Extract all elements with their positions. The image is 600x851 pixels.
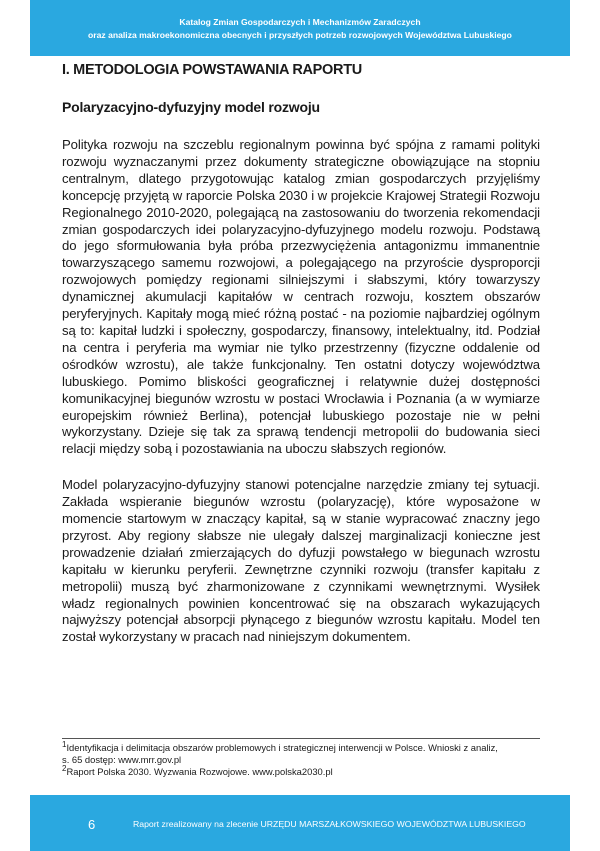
header-line-2: oraz analiza makroekonomiczna obecnych i przyszłych potrzeb rozwojowych Województwa Lubuskiego: [88, 30, 512, 40]
footnote-1-line-2: s. 65 dostęp: www.mrr.gov.pl: [62, 754, 182, 766]
footnote-divider: [62, 738, 540, 739]
header-line-1: Katalog Zmian Gospodarczych i Mechanizmów Zaradczych: [179, 17, 421, 27]
paragraph-1: Polityka rozwoju na szczeblu regionalnym powinna być spójna z ramami polityki rozwoju wyznaczanymi przez dokumenty strategiczne obowiązujące na stopniu centralnym, dlatego przygotowując katalog zmian gospodarczych przyjęliśmy koncepcję przyjętą w raporcie Polska 2030 i w projekcie Krajowej Strategii Rozwoju Regionalnego 2010-2020, polegającą na zastosowaniu do tworzenia rekomendacji zmian gospodarczych idei polaryzacyjno-dyfuzyjnego modelu rozwoju. Podstawą do jego sformułowania była próba przezwyciężenia antagonizmu immanentnie towarzyszącego samemu rozwojowi, a polegającego na przyroście dysproporcji rozwojowych pomiędzy regionami silniejszymi i słabszymi, który towarzyszy dynamicznej akumulacji kapitałów w centrach rozwoju, kosztem obszarów peryferyjnych. Kapitały mogą mieć różną postać - na poziomie najbardziej ogólnym są to: kapitał ludzki i społeczny, gospodarczy, finansowy, intelektualny, itd. Podział na centra i peryferia ma wymiar nie tylko przestrzenny (fizyczne oddalenie od ośrodków wzrostu), ale także funkcjonalny. Ten ostatni dotyczy województwa lubuskiego. Pomimo bliskości geograficznej i relatywnie dużej dostępności komunikacyjnej biegunów wzrostu w postaci Wrocławia i Poznania (a w wymiarze europejskim również Berlina), potencjał lubuskiego pozostaje nie w pełni wykorzystany. Dzieje się tak za sprawą tendencji metropolii do budowania sieci relacji między sobą i pozostawiania na uboczu słabszych regionów.: [62, 137, 540, 457]
footnote-1-marker: 1: [62, 739, 67, 749]
footnote-2-marker: 2: [62, 764, 67, 774]
page-header: [30, 0, 570, 56]
footnotes: [62, 739, 540, 779]
footnote-1-text: Identyfikacja i delimitacja obszarów problemowych i strategicznej interwencji w Polsce. Wnioski z analiz,: [66, 742, 498, 753]
page-number: 6: [88, 817, 96, 832]
section-subtitle: Polaryzacyjno-dyfuzyjny model rozwoju: [62, 99, 320, 115]
page-footer: [30, 795, 570, 851]
section-title: I. METODOLOGIA POWSTAWANIA RAPORTU: [62, 62, 362, 78]
footnote-2-text: Raport Polska 2030. Wyzwania Rozwojowe. www.polska2030.pl: [66, 766, 333, 778]
footnote-2: [62, 766, 540, 778]
paragraph-2: Model polaryzacyjno-dyfuzyjny stanowi potencjalne narzędzie zmiany tej sytuacji. Zakłada wspieranie biegunów wzrostu (polaryzację), które wyposażone w momencie startowym w znaczący kapitał, są w stanie wypracować znaczny jego przyrost. Aby regiony słabsze nie ulegały dalszej marginalizacji konieczne jest prowadzenie działań zmierzających do dyfuzji powstałego w biegunach wzrostu kapitału w kierunku peryferii. Zewnętrzne czynniki rozwoju (transfer kapitału z metropolii) muszą być zharmonizowane z czynnikami wewnętrznymi. Wysiłek władz regionalnych powinien koncentrować się na obszarach wykazujących najwyższy potencjał absorpcji płynącego z biegunów wzrostu kapitału. Model ten został wykorzystany w pracach nad niniejszym dokumentem.: [62, 477, 540, 645]
footnote-1-line-1: [62, 739, 540, 754]
footer-text: Raport zrealizowany na zlecenie URZĘDU MARSZAŁKOWSKIEGO WOJEWÓDZTWA LUBUSKIEGO: [133, 819, 526, 829]
main-content: [62, 62, 540, 646]
